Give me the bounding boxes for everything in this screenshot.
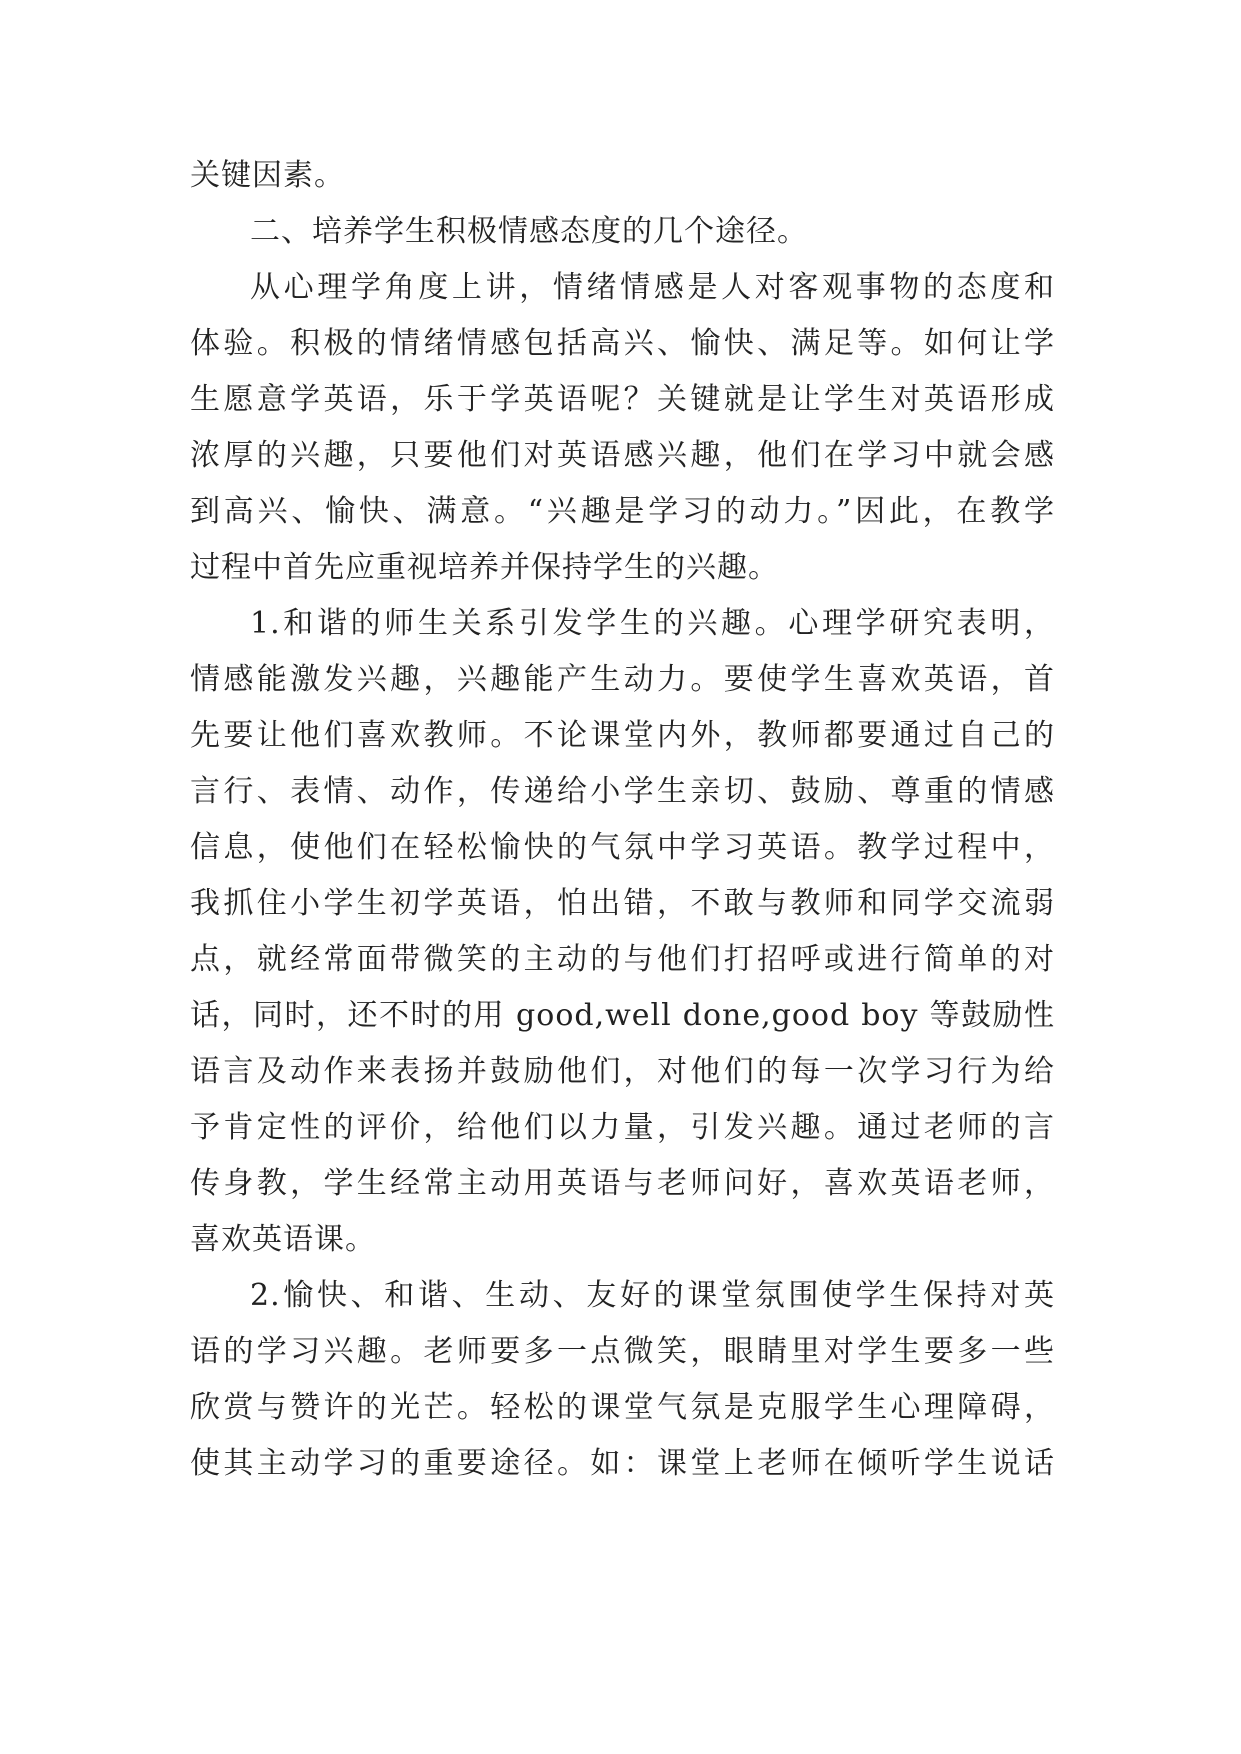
text-line: 2.愉快、和谐、生动、友好的课堂氛围使学生保持对英	[250, 1278, 1055, 1313]
text-line: 欣赏与赞许的光芒。轻松的课堂气氛是克服学生心理障碍，	[190, 1390, 1055, 1425]
text-line: 情感能激发兴趣，兴趣能产生动力。要使学生喜欢英语，首	[190, 662, 1055, 697]
text-line: 1.和谐的师生关系引发学生的兴趣。心理学研究表明，	[250, 606, 1055, 641]
text-line: 予肯定性的评价，给他们以力量，引发兴趣。通过老师的言	[190, 1110, 1055, 1145]
text-line: 传身教，学生经常主动用英语与老师问好，喜欢英语老师，	[190, 1166, 1055, 1201]
text-line: 喜欢英语课。	[190, 1222, 376, 1257]
text-line: 从心理学角度上讲，情绪情感是人对客观事物的态度和	[250, 270, 1055, 305]
text-line: 话，同时，还不时的用 good,well done,good boy 等鼓励性	[190, 998, 1055, 1033]
text-line: 关键因素。	[190, 158, 345, 193]
text-line: 到高兴、愉快、满意。“兴趣是学习的动力。”因此，在教学	[190, 494, 1055, 529]
text-line: 语言及动作来表扬并鼓励他们，对他们的每一次学习行为给	[190, 1054, 1055, 1089]
text-line: 过程中首先应重视培养并保持学生的兴趣。	[190, 550, 779, 585]
text-line: 体验。积极的情绪情感包括高兴、愉快、满足等。如何让学	[190, 326, 1055, 361]
text-line: 二、培养学生积极情感态度的几个途径。	[250, 214, 808, 249]
text-line: 点，就经常面带微笑的主动的与他们打招呼或进行简单的对	[190, 942, 1055, 977]
text-line: 生愿意学英语，乐于学英语呢？关键就是让学生对英语形成	[190, 382, 1055, 417]
text-line: 信息，使他们在轻松愉快的气氛中学习英语。教学过程中，	[190, 830, 1055, 865]
document-body	[190, 148, 1055, 1492]
text-line: 使其主动学习的重要途径。如：课堂上老师在倾听学生说话	[190, 1446, 1055, 1481]
text-line: 浓厚的兴趣，只要他们对英语感兴趣，他们在学习中就会感	[190, 438, 1055, 473]
text-line: 言行、表情、动作，传递给小学生亲切、鼓励、尊重的情感	[190, 774, 1055, 809]
text-line: 我抓住小学生初学英语，怕出错，不敢与教师和同学交流弱	[190, 886, 1055, 921]
text-line: 先要让他们喜欢教师。不论课堂内外，教师都要通过自己的	[190, 718, 1055, 753]
text-line: 语的学习兴趣。老师要多一点微笑，眼睛里对学生要多一些	[190, 1334, 1055, 1369]
